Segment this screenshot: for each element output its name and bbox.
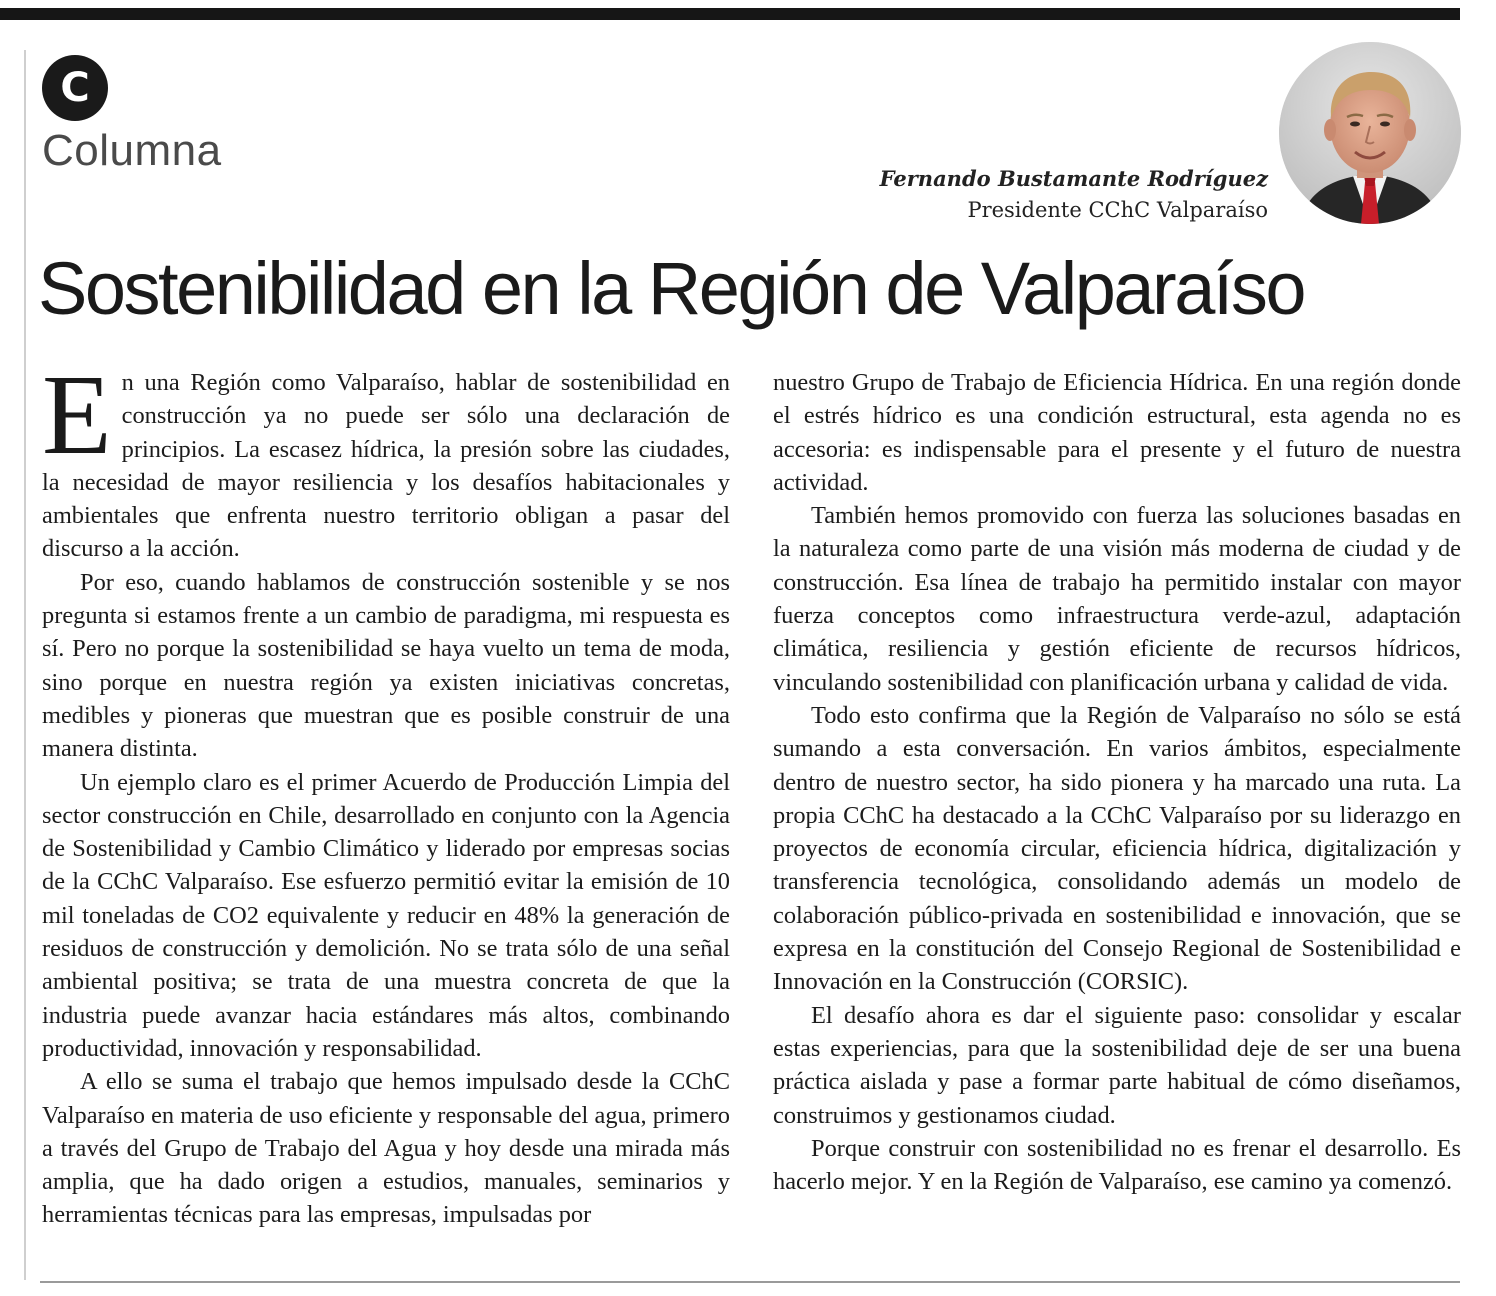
bottom-rule xyxy=(40,1281,1460,1283)
paragraph-1 xyxy=(42,351,730,566)
article-column-right xyxy=(773,366,1461,1198)
article-headline: Sostenibilidad en la Región de Valparaíso xyxy=(38,247,1305,330)
paragraph-5: También hemos promovido con fuerza las soluciones basadas en la naturaleza como parte de una visión más moderna de ciudad y de construcción. Esa línea de trabajo ha permitido instalar con mayor fuerza conceptos como infraestructura verde-azul, adaptación climática, resiliencia y gestión eficiente de recursos hídricos, vinculando sostenibilidad con planificación urbana y calidad de vida. xyxy=(773,502,1461,696)
author-name: Fernando Bustamante Rodríguez xyxy=(879,166,1268,191)
author-portrait-illustration xyxy=(1279,42,1461,224)
section-badge-icon xyxy=(42,55,108,121)
paragraph-3: Un ejemplo claro es el primer Acuerdo de Producción Limpia del sector construcción en Chile, desarrollado en conjunto con la Agencia de Sostenibilidad y Cambio Climático y liderado por empresas socias de la CChC Valparaíso. Ese esfuerzo permitió evitar la emisión de 10 mil toneladas de CO2 equivalente y reducir en 48% la generación de residuos de construcción y demolición. No se trata sólo de una señal ambiental positiva; se trata de una muestra concreta de que la industria puede avanzar hacia estándares más altos, combinando productividad, innovación y responsabilidad. xyxy=(42,768,730,1062)
paragraph-6: Todo esto confirma que la Región de Valparaíso no sólo se está sumando a esta conversación. En varios ámbitos, especialmente dentro de nuestro sector, ha sido pionera y ha marcado una ruta. La propia CChC ha destacado a la CChC Valparaíso por su liderazgo en proyectos de economía circular, eficiencia hídrica, digitalización y transferencia tecnológica, consolidando además un modelo de colaboración público-privada en sostenibilidad e innovación, que se expresa en la constitución del Consejo Regional de Sostenibilidad e Innovación en la Construcción (CORSIC). xyxy=(773,701,1461,996)
left-column-rule xyxy=(24,50,26,1280)
paragraph-4: A ello se suma el trabajo que hemos impulsado desde la CChC Valparaíso en materia de uso eficiente y responsable del agua, primero a través del Grupo de Trabajo del Agua y hoy desde una mirada más amplia, que ha dado origen a estudios, manuales, seminarios y herramientas técnicas para las empresas, impulsadas por xyxy=(42,1068,730,1229)
paragraph-1-text: n una Región como Valparaíso, hablar de sostenibilidad en construcción ya no puede ser sólo una declaración de principios. La escasez hídrica, la presión sobre las ciudades, la necesidad de mayor resiliencia y los desafíos habitacionales y ambientales que enfrenta nuestro territorio obligan a pasar del discurso a la acción. xyxy=(42,369,730,563)
paragraph-7: El desafío ahora es dar el siguiente paso: consolidar y escalar estas experiencias, para que la sostenibilidad deje de ser una buena práctica aislada y pase a formar parte habitual de cómo diseñamos, construimos y gestionamos ciudad. xyxy=(773,1001,1461,1129)
author-role: Presidente CChC Valparaíso xyxy=(967,198,1268,222)
dropcap-letter: E xyxy=(42,351,112,478)
section-label: Columna xyxy=(42,126,222,175)
paragraph-2: Por eso, cuando hablamos de construcción sostenible y se nos pregunta si estamos frente a un cambio de paradigma, mi respuesta es sí. Pero no porque la sostenibilidad se haya vuelto un tema de moda, sino porque en nuestra región ya existen iniciativas concretas, medibles y pioneras que muestran que es posible construir de una manera distinta. xyxy=(42,568,730,763)
section-badge-letter: C xyxy=(60,65,90,111)
author-photo xyxy=(1279,42,1461,224)
article-column-left xyxy=(42,351,730,1232)
paragraph-8: Porque construir con sostenibilidad no es frenar el desarrollo. Es hacerlo mejor. Y en la Región de Valparaíso, ese camino ya comenzó. xyxy=(773,1134,1461,1196)
top-rule xyxy=(0,8,1460,20)
paragraph-4-continued: nuestro Grupo de Trabajo de Eficiencia Hídrica. En una región donde el estrés hídrico es una condición estructural, esta agenda no es accesoria: es indispensable para el presente y el futuro de nuestra actividad. xyxy=(773,369,1461,496)
